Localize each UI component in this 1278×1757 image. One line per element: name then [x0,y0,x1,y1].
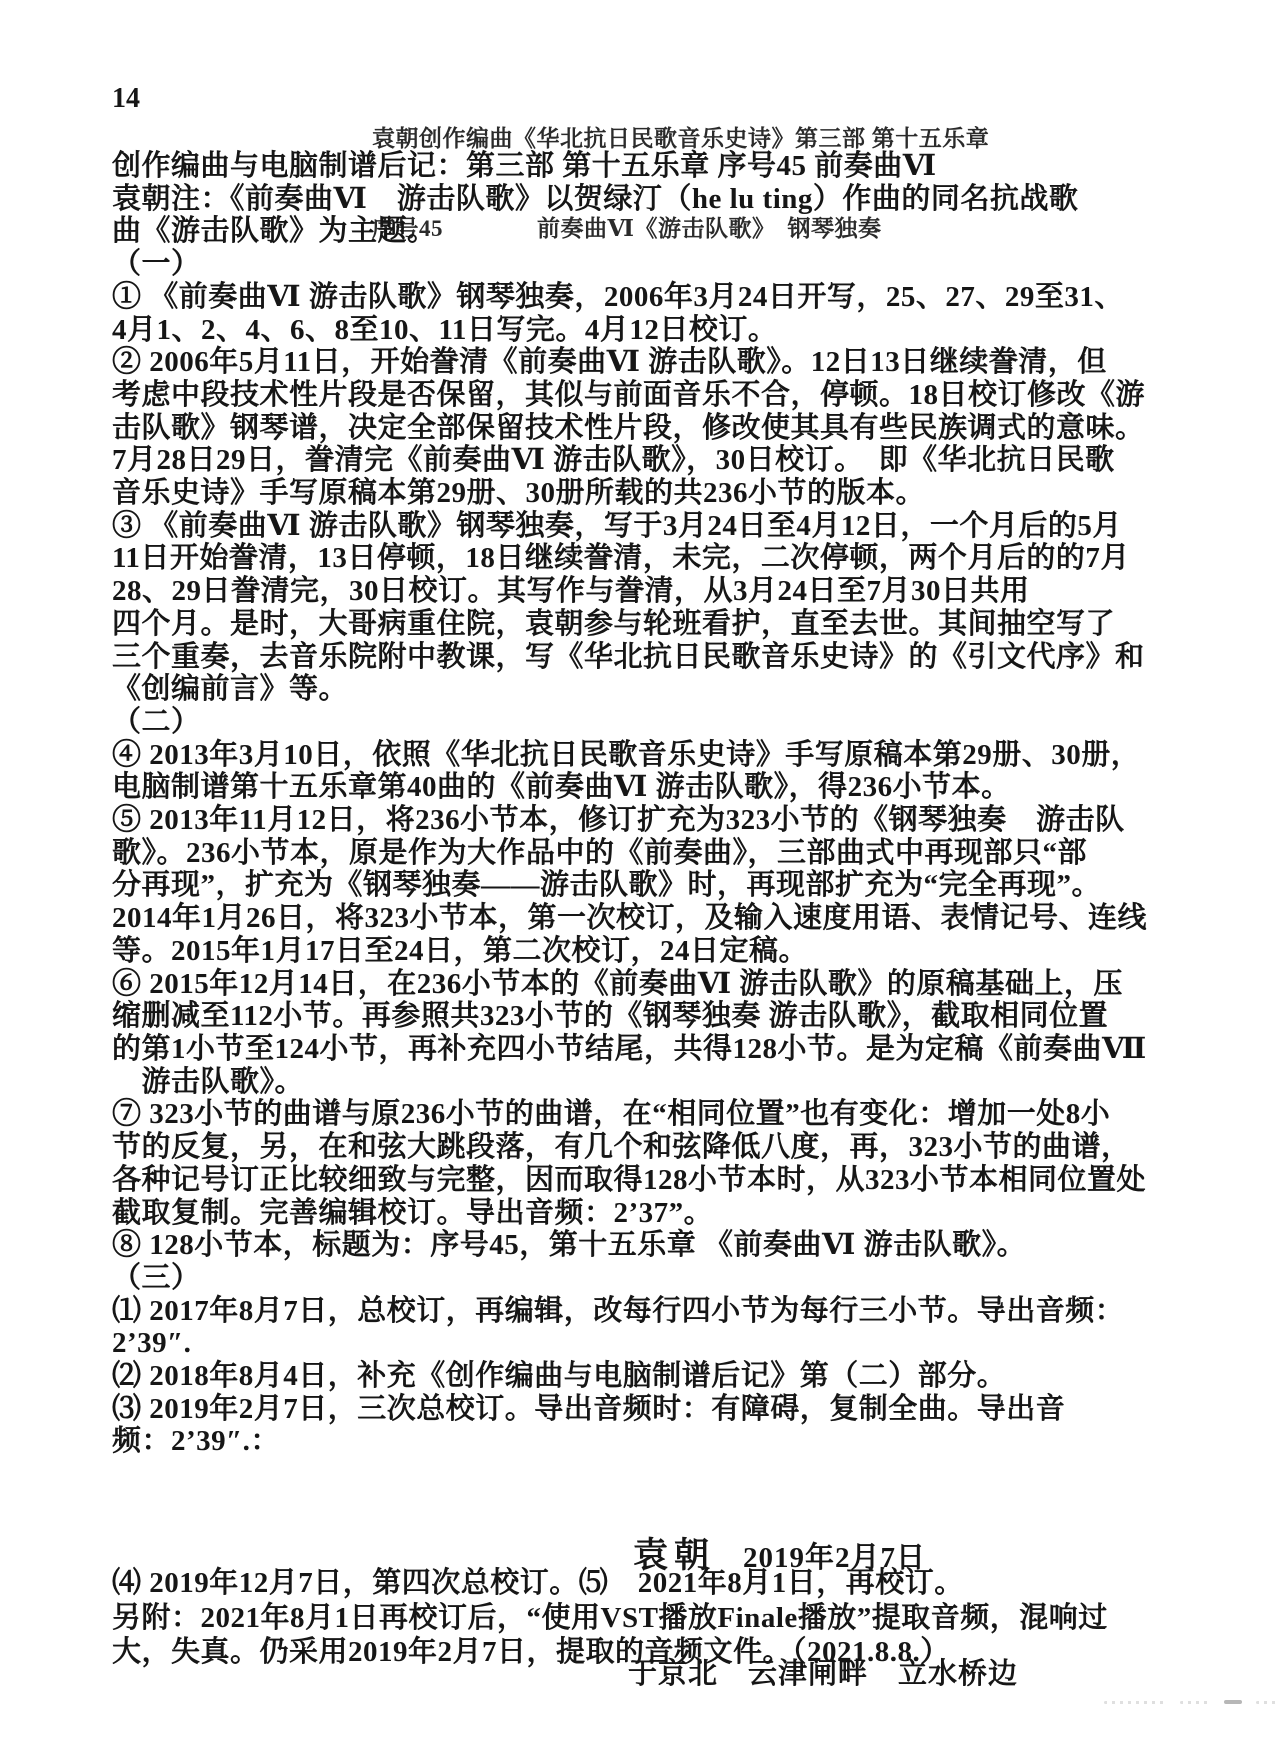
text-line: （三） [112,1261,201,1294]
text-line: 缩删减至112小节。再参照共323小节的《钢琴独奏 游击队歌》，截取相同位置 [112,1000,1109,1033]
page-number: 14 [112,83,140,114]
text-line: ⑥ 2015年12月14日，在236小节本的《前奏曲Ⅵ 游击队歌》的原稿基础上，压 [112,967,1123,1000]
text-line: 大，失真。仍采用2019年2月7日，提取的音频文件。（2021.8.8.） [112,1636,950,1668]
signature-location: 于京北 云津闸畔 立水桥边 [628,1658,1019,1690]
text-line: ⑦ 323小节的曲谱与原236小节的曲谱，在“相同位置”也有变化：增加一处8小 [112,1098,1111,1131]
text-line: ① 《前奏曲Ⅵ 游击队歌》钢琴独奏，2006年3月24日开写，25、27、29至31、 [112,280,1124,313]
text-line: ⑤ 2013年11月12日，将236小节本，修订扩充为323小节的《钢琴独奏 游击队 [112,804,1125,837]
text-line: 28、29日誊清完，30日校订。其写作与誊清，从3月24日至7月30日共用 [112,575,1030,608]
text-line: ④ 2013年3月10日，依照《华北抗日民歌音乐史诗》手写原稿本第29册、30册， [112,738,1141,771]
text-line: 《创编前言》等。 [112,673,349,706]
header-title-line1: 袁朝创作编曲《华北抗日民歌音乐史诗》第三部 第十五乐章 [372,126,990,151]
signature-name: 袁朝 [633,1536,716,1575]
text-line: 4月1、2、4、6、8至10、11日写完。4月12日校订。 [112,313,778,346]
text-line: 分再现”，扩充为《钢琴独奏——游击队歌》时，再现部扩充为“完全再现”。 [112,869,1102,902]
text-line: 等。2015年1月17日至24日，第二次校订，24日定稿。 [112,934,809,967]
text-line: （二） [112,705,201,738]
watermark-segment [1104,1701,1166,1704]
text-line: 11日开始誊清，13日停顿，18日继续誊清，未完，二次停顿，两个月后的的7月 [112,542,1130,575]
text-line: ⑴ 2017年8月7日，总校订，再编辑，改每行四小节为每行三小节。导出音频： [112,1294,1125,1327]
text-line: ⑧ 128小节本，标题为：序号45，第十五乐章 《前奏曲Ⅵ 游击队歌》。 [112,1229,1027,1262]
text-line: 歌》。236小节本，原是作为大作品中的《前奏曲》，三部曲式中再现部只“部 [112,836,1088,869]
text-line: ⑵ 2018年8月4日，补充《创作编曲与电脑制谱后记》第（二）部分。 [112,1360,1007,1393]
text-line: 截取复制。完善编辑校订。导出音频：2’37”。 [112,1196,714,1229]
text-line: 各种记号订正比较细致与完整，因而取得128小节本时，从323小节本相同位置处 [112,1163,1147,1196]
text-line: ② 2006年5月11日，开始誊清《前奏曲Ⅵ 游击队歌》。12日13日继续誊清，但 [112,346,1107,379]
text-line: 7月28日29日，誊清完《前奏曲Ⅵ 游击队歌》，30日校订。 即《华北抗日民歌 [112,444,1115,477]
text-line: 考虑中段技术性片段是否保留，其似与前面音乐不合，停顿。18日校订修改《游 [112,378,1146,411]
watermark-segment [1256,1701,1278,1704]
text-line: （一） [112,248,201,281]
watermark-segment [1180,1701,1210,1704]
text-line: 2014年1月26日，将323小节本，第一次校订，及输入速度用语、表情记号、连线 [112,902,1148,935]
text-line: 袁朝注：《前奏曲Ⅵ 游击队歌》以贺绿汀（he lu ting）作曲的同名抗战歌 [112,182,1079,215]
text-line: 音乐史诗》手写原稿本第29册、30册所载的共236小节的版本。 [112,477,926,510]
text-line: 频：2’39″.： [112,1425,280,1458]
illegible-watermark [1104,1700,1278,1704]
text-line: ③ 《前奏曲Ⅵ 游击队歌》钢琴独奏，写于3月24日至4月12日，一个月后的5月 [112,509,1122,542]
text-line: 创作编曲与电脑制谱后记：第三部 第十五乐章 序号45 前奏曲Ⅵ [112,150,937,182]
text-line: ⑶ 2019年2月7日，三次总校订。导出音频时：有障碍，复制全曲。导出音 [112,1392,1066,1425]
text-line: 击队歌》钢琴谱，决定全部保留技术性片段，修改使其具有些民族调式的意味。 [112,411,1145,444]
text-line: 电脑制谱第十五乐章第40曲的《前奏曲Ⅵ 游击队歌》，得236小节本。 [112,771,1011,804]
text-line: 2’39″. [112,1327,192,1360]
text-line: 的第1小节至124小节，再补充四小节结尾，共得128小节。是为定稿《前奏曲Ⅶ [112,1032,1147,1065]
postscript-body-text [112,150,1192,1458]
text-line: 三个重奏，去音乐院附中教课，写《华北抗日民歌音乐史诗》的《引文代序》和 [112,640,1145,673]
watermark-segment [1224,1700,1242,1704]
postscript-footer-text [112,1566,1192,1670]
text-line: 曲《游击队歌》为主题。 [112,215,437,248]
text-line: ⑷ 2019年12月7日，第四次总校订。⑸ 2021年8月1日，再校订。 [112,1567,964,1599]
signature-date: 2019年2月7日 [743,1542,927,1574]
header-title-line2: 序号45 前奏曲Ⅵ《游击队歌》 钢琴独奏 [372,216,882,241]
text-line: 节的反复，另，在和弦大跳段落，有几个和弦降低八度，再，323小节的曲谱， [112,1131,1131,1164]
text-line: 另附：2021年8月1日再校订后，“使用VST播放Finale播放”提取音频，混响过 [112,1601,1108,1634]
text-line: 游击队歌》。 [112,1065,305,1098]
text-line: 四个月。是时，大哥病重住院，袁朝参与轮班看护，直至去世。其间抽空写了 [112,607,1116,640]
